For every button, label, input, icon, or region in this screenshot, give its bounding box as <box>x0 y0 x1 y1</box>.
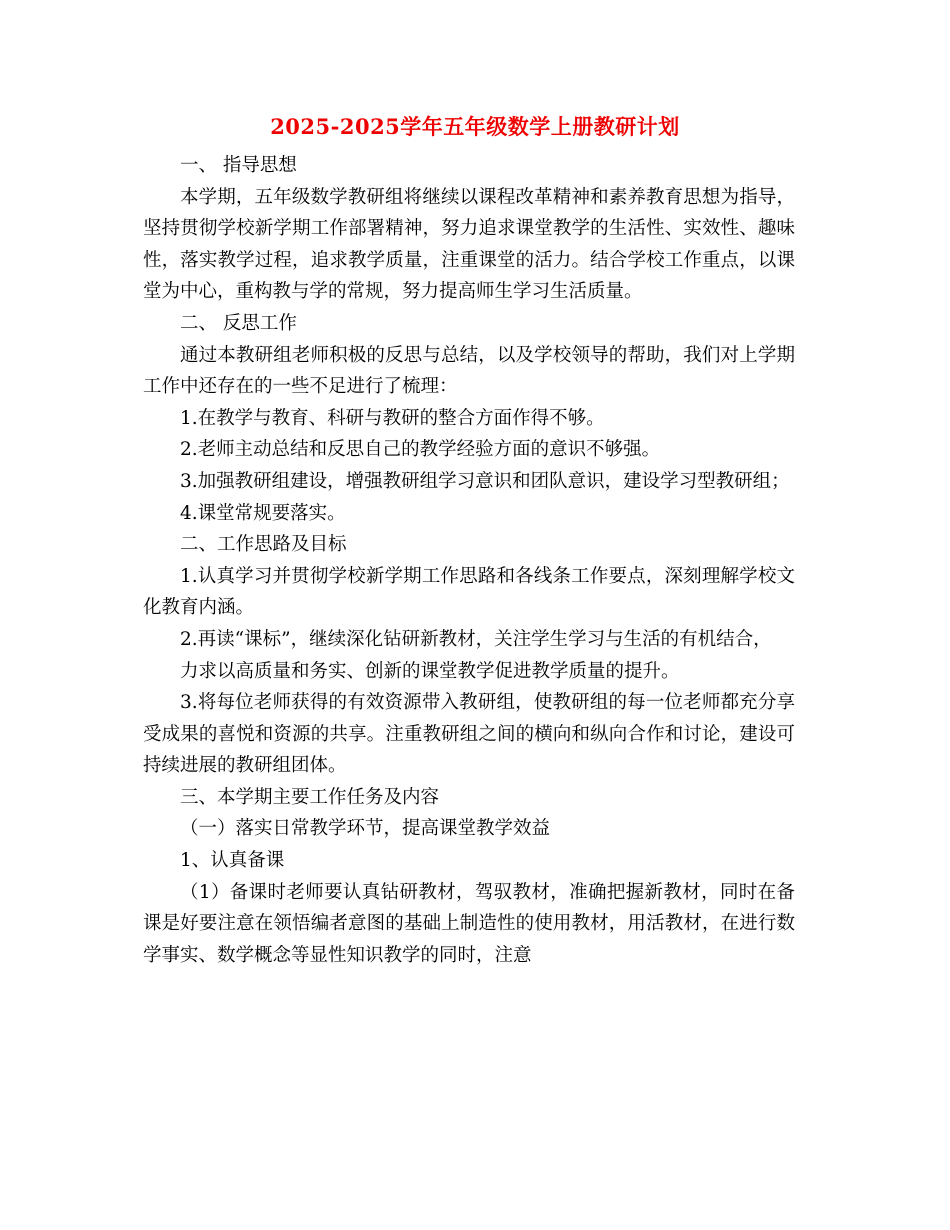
paragraph: （1）备课时老师要认真钻研教材，驾驭教材，准确把握新教材，同时在备课是好要注意在领悟编者意图的基础上制造性的使用教材，用活教材，在进行数学事实、数学概念等显性知识教学的同时，注意 <box>143 881 795 966</box>
list-item: 3.加强教研组建设，增强教研组学习意识和团队意识，建设学习型教研组； <box>180 470 790 492</box>
paragraph: 力求以高质量和务实、创新的课堂教学促进教学质量的提升。 <box>180 660 680 682</box>
heading-reflection: 二、 反思工作 <box>180 312 297 334</box>
document-title: 2025-2025学年五年级数学上册教研计划 <box>270 114 680 139</box>
list-item: 2.再读“课标”，继续深化钻研新教材，关注学生学习与生活的有机结合， <box>180 628 772 650</box>
heading-main-tasks: 三、本学期主要工作任务及内容 <box>180 786 440 808</box>
list-item: 3.将每位老师获得的有效资源带入教研组，使教研组的每一位老师都充分享受成果的喜悦和资源的共享。注重教研组之间的横向和纵向合作和讨论，建设可持续进展的教研组团体。 <box>143 692 795 777</box>
heading-work-goals: 二、工作思路及目标 <box>180 534 347 556</box>
list-item: 1.认真学习并贯彻学校新学期工作思路和各线条工作要点，深刻理解学校文化教育内涵。 <box>143 565 795 619</box>
list-item: 2.老师主动总结和反思自己的教学经验方面的意识不够强。 <box>180 439 661 461</box>
subheading-lesson-prep: 1、认真备课 <box>180 850 285 872</box>
document-body <box>143 150 795 971</box>
heading-guiding-ideology: 一、 指导思想 <box>180 155 297 176</box>
list-item: 4.课堂常规要落实。 <box>180 502 346 524</box>
paragraph: 本学期，五年级数学教研组将继续以课程改革精神和素养教育思想为指导，坚持贯彻学校新学期工作部署精神，努力追求课堂教学的生活性、实效性、趣味性，落实教学过程，追求教学质量，注重课堂的活力。结合学校工作重点，以课堂为中心，重构教与学的常规，努力提高师生学习生活质量。 <box>143 186 795 303</box>
list-item: 1.在教学与教育、科研与教研的整合方面作得不够。 <box>180 407 605 429</box>
paragraph: 通过本教研组老师积极的反思与总结，以及学校领导的帮助，我们对上学期工作中还存在的一些不足进行了梳理： <box>143 344 795 398</box>
subheading-daily-teaching: （一）落实日常教学环节，提高课堂教学效益 <box>180 818 551 840</box>
